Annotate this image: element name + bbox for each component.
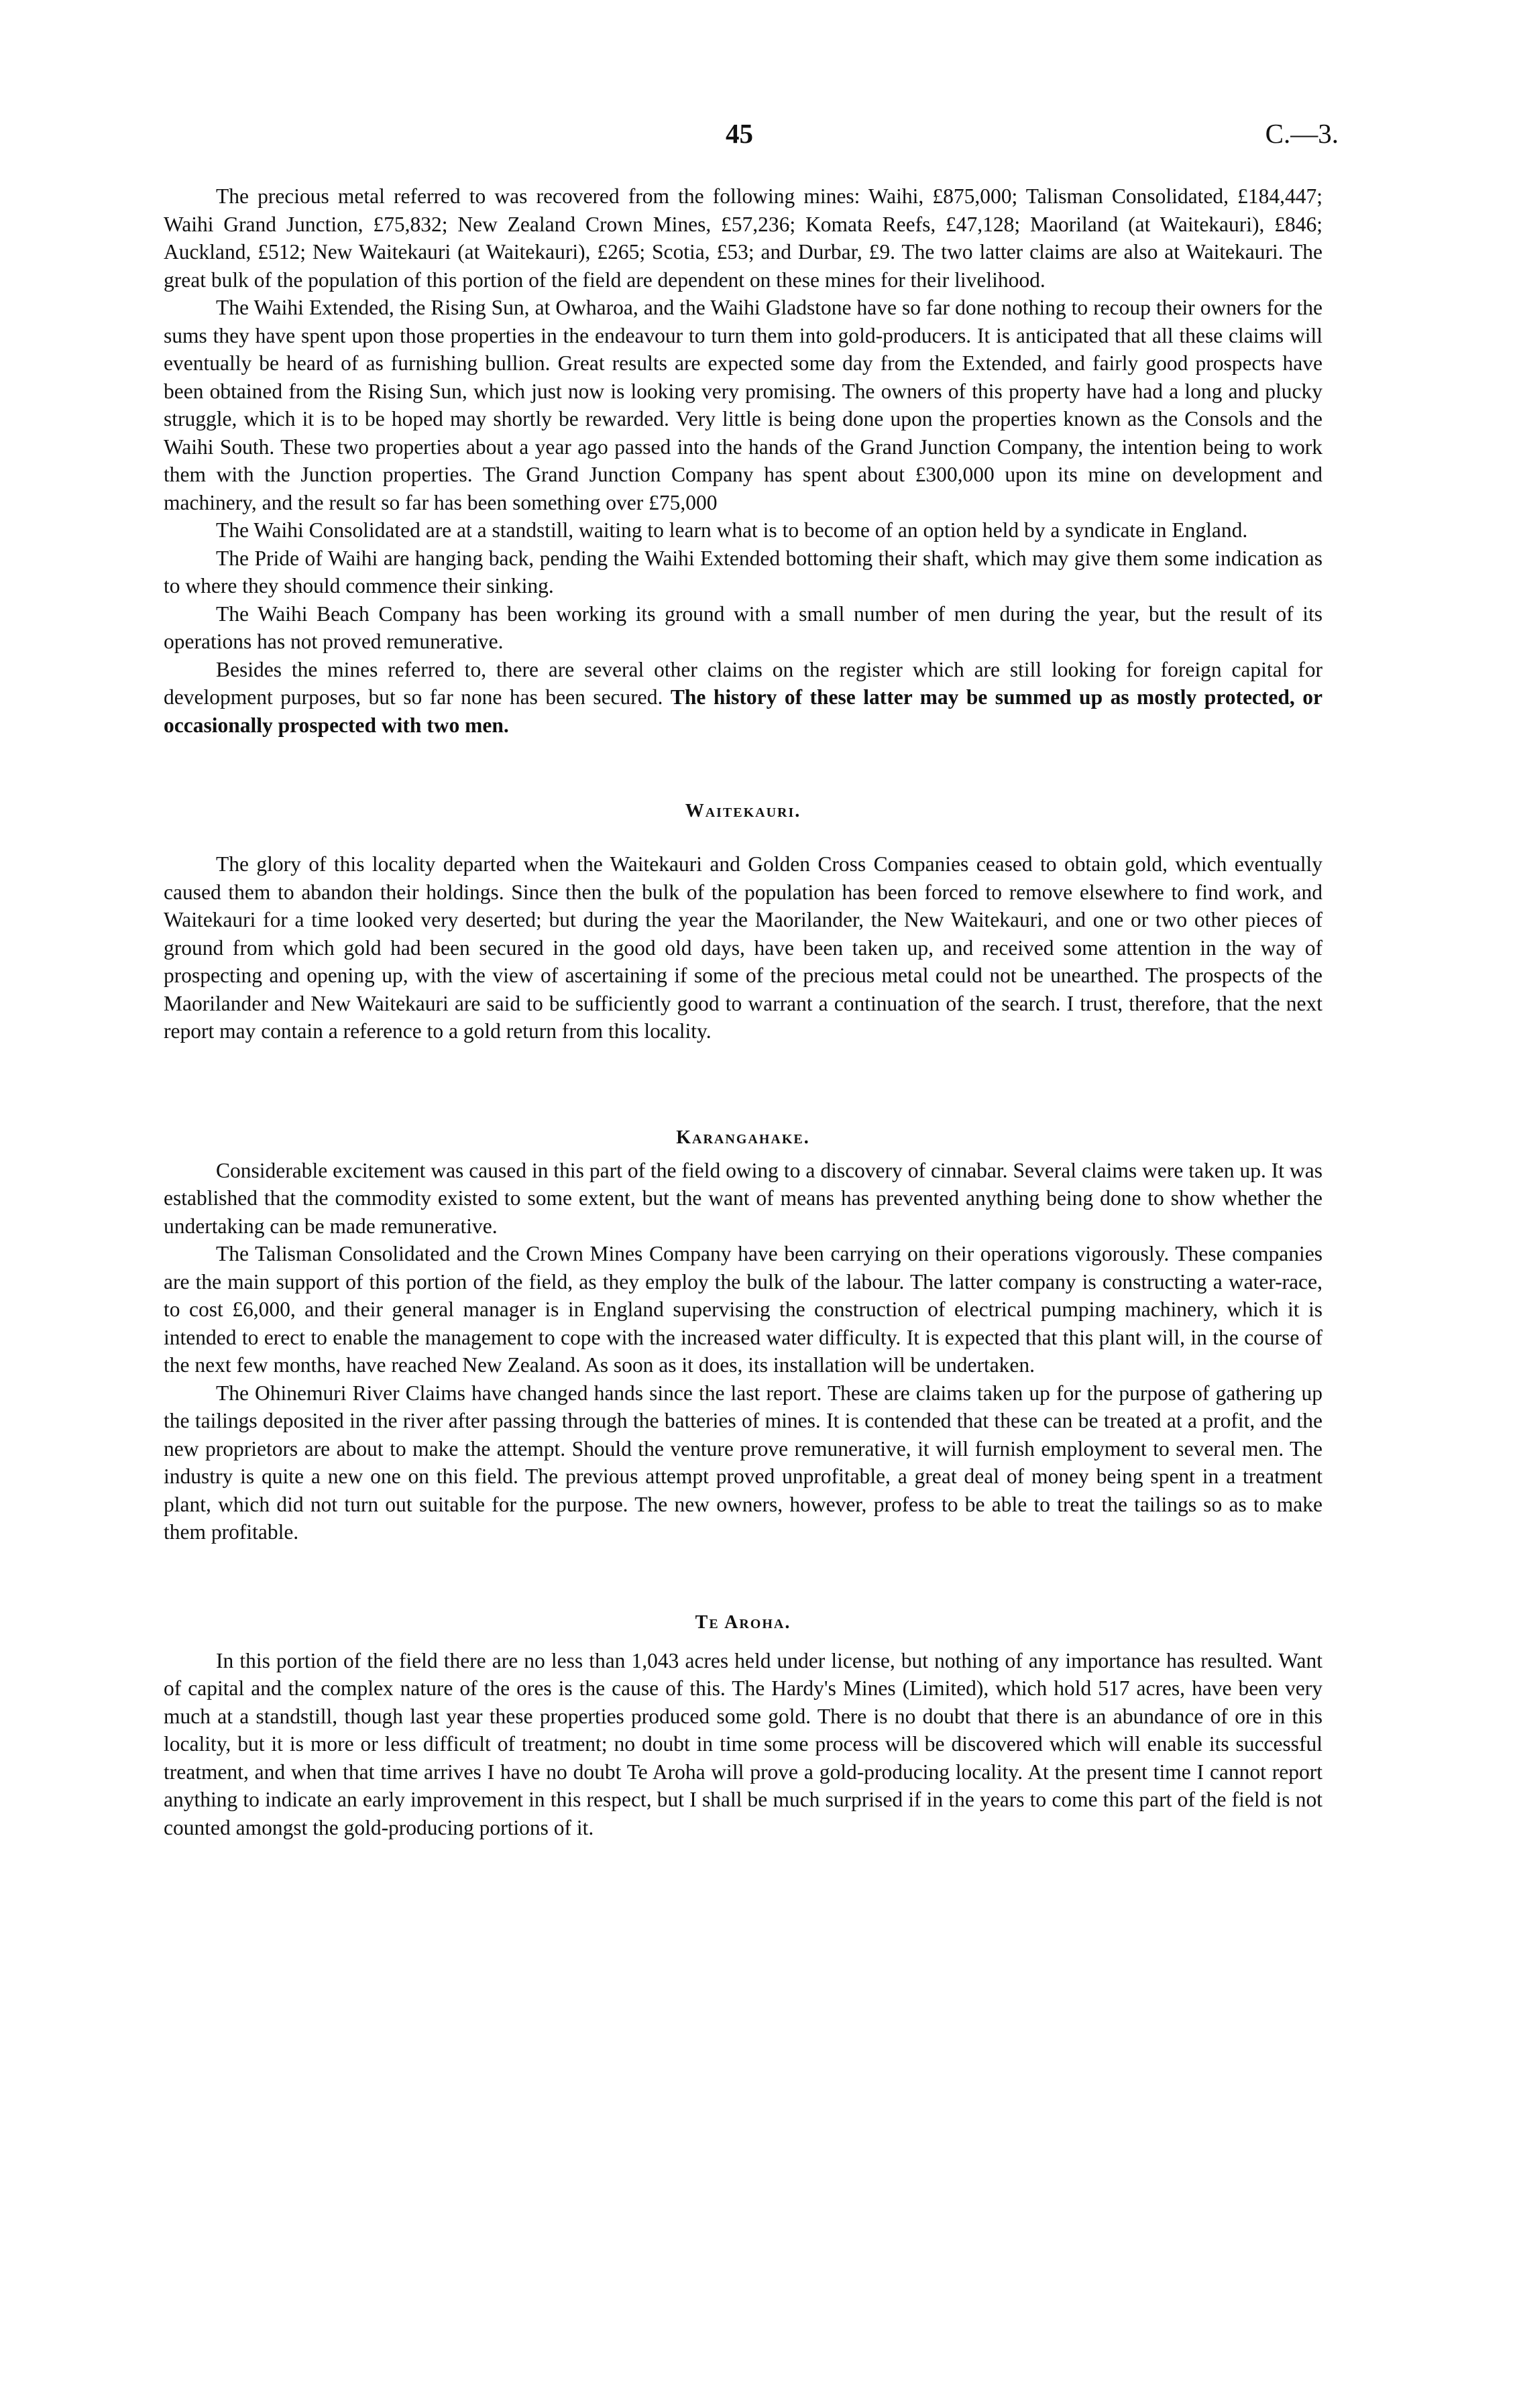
other-claims-history: The history of these latter may be summed up as mostly protected, or occasionally prospected with two men. (164, 685, 1322, 737)
section-heading-karangahake: Karangahake. (676, 1127, 810, 1148)
te-aroha-section (164, 1612, 1322, 1842)
page-number: 45 (726, 118, 753, 149)
other-claims-text: Besides the mines referred to, there are several other claims on the register which are still looking for foreign capital for development purposes, but so far none has been secured. (164, 657, 1322, 709)
paragraph-mines-output: The precious metal referred to was recovered from the following mines: Waihi, £875,000; Talisman Consolidated, £184,447; Waihi Grand Junction, £75,832; New Zealand Crown Mines, £57,236; Komata Reefs, £47,128; Maoriland (at Waitekauri), £846; Auckland, £512; New Waitekauri (at Waitekauri), £265; Scotia, £53; and Durbar, £9. The two latter claims are also at Waitekauri. The great bulk of the population of this portion of the field are dependent on these mines for their livelihood. (164, 184, 1322, 292)
paragraph-waitekauri: The glory of this locality departed when the Waitekauri and Golden Cross Companies ceased to obtain gold, which eventually caused them to abandon their holdings. Since then the bulk of the population has been forced to remove elsewhere to find work, and Waitekauri for a time looked very deserted; but during the year the Maorilander, the New Waitekauri, and one or two other pieces of ground from which gold had been secured in the good old days, have been taken up, and received some attention in the way of prospecting and opening up, with the view of ascertaining if some of the precious metal could not be unearthed. The prospects of the Maorilander and New Waitekauri are said to be sufficiently good to warrant a continuation of the search. I trust, therefore, that the next report may contain a reference to a gold return from this locality. (164, 852, 1322, 1043)
paragraph-other-claims (164, 656, 1322, 740)
section-heading-waitekauri: Waitekauri. (685, 801, 801, 821)
karangahake-section (164, 1127, 1322, 1546)
page-header (0, 117, 1521, 158)
waitekauri-section (164, 801, 1322, 1045)
paragraph-waihi-extended: The Waihi Extended, the Rising Sun, at Owharoa, and the Waihi Gladstone have so far done nothing to recoup their owners for the sums they have spent upon those properties in the endeavour to turn them into gold-producers. It is anticipated that all these claims will eventually be heard of as furnishing bullion. Great results are expected some day from the Extended, and fairly good prospects have been obtained from the Rising Sun, which just now is looking very promising. The owners of this property have had a long and plucky struggle, which it is to be hoped may shortly be rewarded. Very little is being done upon the properties known as the Consols and the Waihi South. These two properties about a year ago passed into the hands of the Grand Junction Company, the intention being to work them with the Junction properties. The Grand Junction Company has spent about £300,000 upon its mine on development and machinery, and the result so far has been something over £75,000 (164, 296, 1322, 514)
section-heading-te-aroha: Te Aroha. (695, 1611, 791, 1633)
report-body (164, 182, 1322, 1841)
paragraph-pride-of-waihi: The Pride of Waihi are hanging back, pending the Waihi Extended bottoming their shaft, which may give them some indication as to where they should commence their sinking. (164, 546, 1322, 597)
paragraph-cinnabar: Considerable excitement was caused in this part of the field owing to a discovery of cinnabar. Several claims were taken up. It was established that the commodity existed to some extent, but the want of means has prevented anything being done to show whether the undertaking can be made remunerative. (164, 1158, 1322, 1238)
intro-section (164, 182, 1322, 739)
paragraph-waihi-consolidated: The Waihi Consolidated are at a standstill, waiting to learn what is to become of an option held by a syndicate in England. (216, 518, 1248, 542)
paragraph-ohinemuri: The Ohinemuri River Claims have changed hands since the last report. These are claims taken up for the purpose of gathering up the tailings deposited in the river after passing through the batteries of mines. It is contended that these can be treated at a profit, and the new proprietors are about to make the attempt. Should the venture prove remunerative, it will furnish employment to several men. The industry is quite a new one on this field. The previous attempt proved unprofitable, a great deal of money being spent in a treatment plant, which did not turn out suitable for the purpose. The new owners, however, profess to be able to treat the tailings so as to make them profitable. (164, 1381, 1322, 1544)
series-reference: C.—3. (1265, 118, 1339, 149)
paragraph-te-aroha: In this portion of the field there are no less than 1,043 acres held under license, but nothing of any importance has resulted. Want of capital and the complex nature of the ores is the cause of this. The Hardy's Mines (Limited), which hold 517 acres, have been very much at a standstill, though last year these properties produced some gold. There is no doubt that there is an abundance of ore in this locality, but it is more or less difficult of treatment; no doubt in time some process will be discovered which will enable its successful treatment, and when that time arrives I have no doubt Te Aroha will prove a gold-producing locality. At the present time I cannot report anything to indicate an early improvement in this respect, but I shall be much surprised if in the years to come this part of the field is not counted amongst the gold-producing portions of it. (164, 1648, 1322, 1839)
paragraph-talisman-crown: The Talisman Consolidated and the Crown Mines Company have been carrying on their operations vigorously. These companies are the main support of this portion of the field, as they employ the bulk of the labour. The latter company is constructing a water-race, to cost £6,000, and their general manager is in England supervising the construction of electrical pumping machinery, which it is intended to erect to enable the management to cope with the increased water difficulty. It is expected that this plant will, in the course of the next few months, have reached New Zealand. As soon as it does, its installation will be undertaken. (164, 1242, 1322, 1377)
paragraph-waihi-beach: The Waihi Beach Company has been working its ground with a small number of men during the year, but the result of its operations has not proved remunerative. (164, 601, 1322, 653)
